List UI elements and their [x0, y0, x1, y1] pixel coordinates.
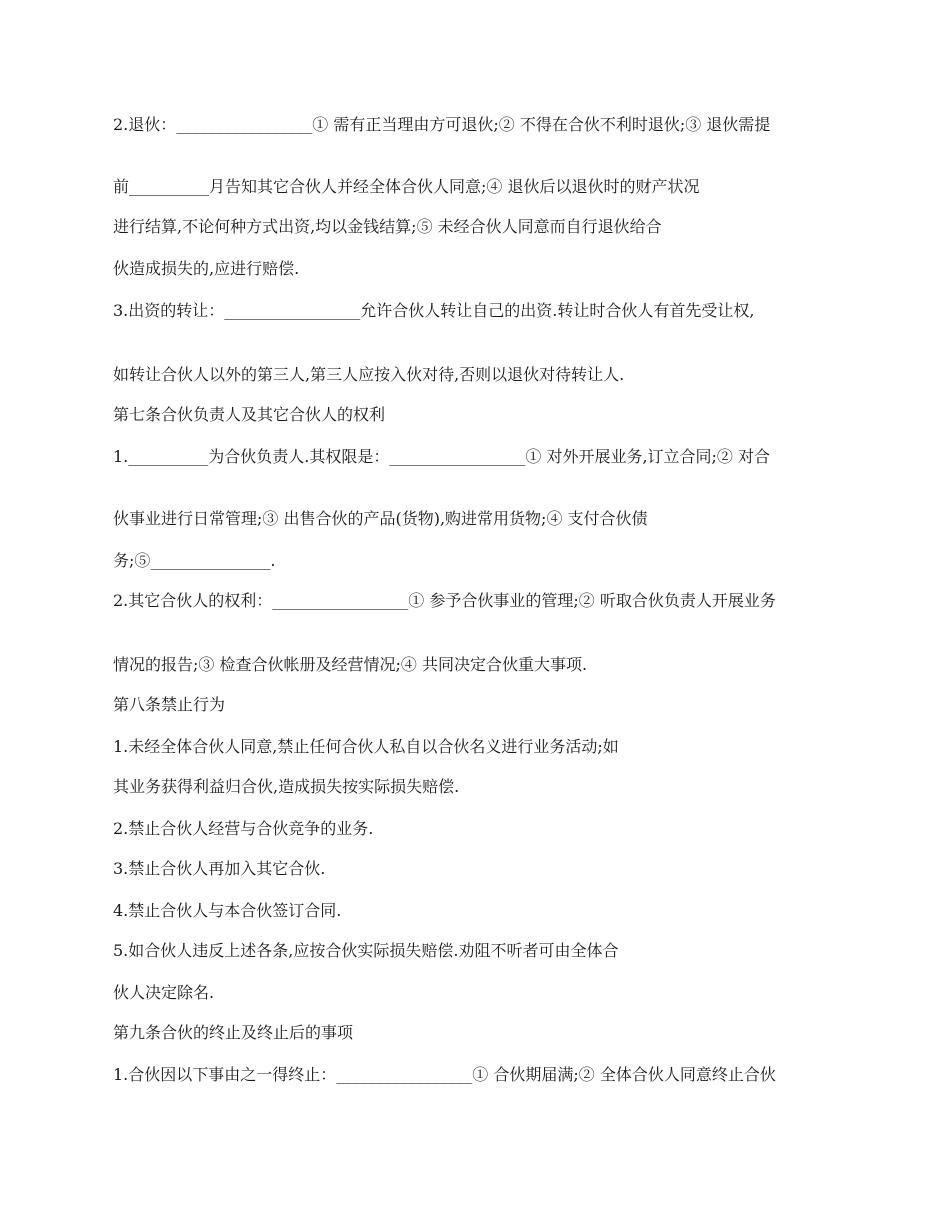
text-line: 1.合伙因以下事由之一得终止：_________________① 合伙期届满;② 全体合伙人同意终止合伙	[113, 1065, 776, 1084]
text-line: 伙造成损失的,应进行赔偿.	[113, 259, 300, 278]
text-line: 务;⑤_______________.	[113, 551, 276, 570]
text-line: 2.其它合伙人的权利：_________________① 参予合伙事业的管理;② 听取合伙负责人开展业务	[113, 591, 776, 610]
text-line: 3.禁止合伙人再加入其它合伙.	[113, 859, 326, 878]
text-line: 2.退伙：_________________① 需有正当理由方可退伙;② 不得在合伙不利时退伙;③ 退伙需提	[113, 115, 771, 134]
text-line: 3.出资的转让：_________________允许合伙人转让自己的出资.转让时合伙人有首先受让权,	[113, 301, 755, 320]
text-line: 进行结算,不论何种方式出资,均以金钱结算;⑤ 未经合伙人同意而自行退伙给合	[113, 217, 662, 236]
text-line: 如转让合伙人以外的第三人,第三人应按入伙对待,否则以退伙对待转让人.	[113, 365, 625, 384]
text-line: 情况的报告;③ 检查合伙帐册及经营情况;④ 共同决定合伙重大事项.	[113, 655, 588, 674]
text-line: 1.__________为合伙负责人.其权限是：_________________① 对外开展业务,订立合同;② 对合	[113, 447, 771, 466]
text-line: 其业务获得利益归合伙,造成损失按实际损失赔偿.	[113, 777, 460, 796]
text-line: 4.禁止合伙人与本合伙签订合同.	[113, 901, 342, 920]
section-heading: 第七条合伙负责人及其它合伙人的权利	[113, 405, 386, 424]
text-line: 1.未经全体合伙人同意,禁止任何合伙人私自以合伙名义进行业务活动;如	[113, 737, 619, 756]
section-heading: 第八条禁止行为	[113, 695, 226, 714]
section-heading: 第九条合伙的终止及终止后的事项	[113, 1023, 354, 1042]
text-line: 前__________月告知其它合伙人并经全体合伙人同意;④ 退伙后以退伙时的财产状况	[113, 177, 700, 196]
text-line: 伙事业进行日常管理;③ 出售合伙的产品(货物),购进常用货物;④ 支付合伙债	[113, 509, 648, 528]
text-line: 伙人决定除名.	[113, 983, 215, 1002]
text-line: 2.禁止合伙人经营与合伙竞争的业务.	[113, 819, 374, 838]
text-line: 5.如合伙人违反上述各条,应按合伙实际损失赔偿.劝阻不听者可由全体合	[113, 941, 619, 960]
